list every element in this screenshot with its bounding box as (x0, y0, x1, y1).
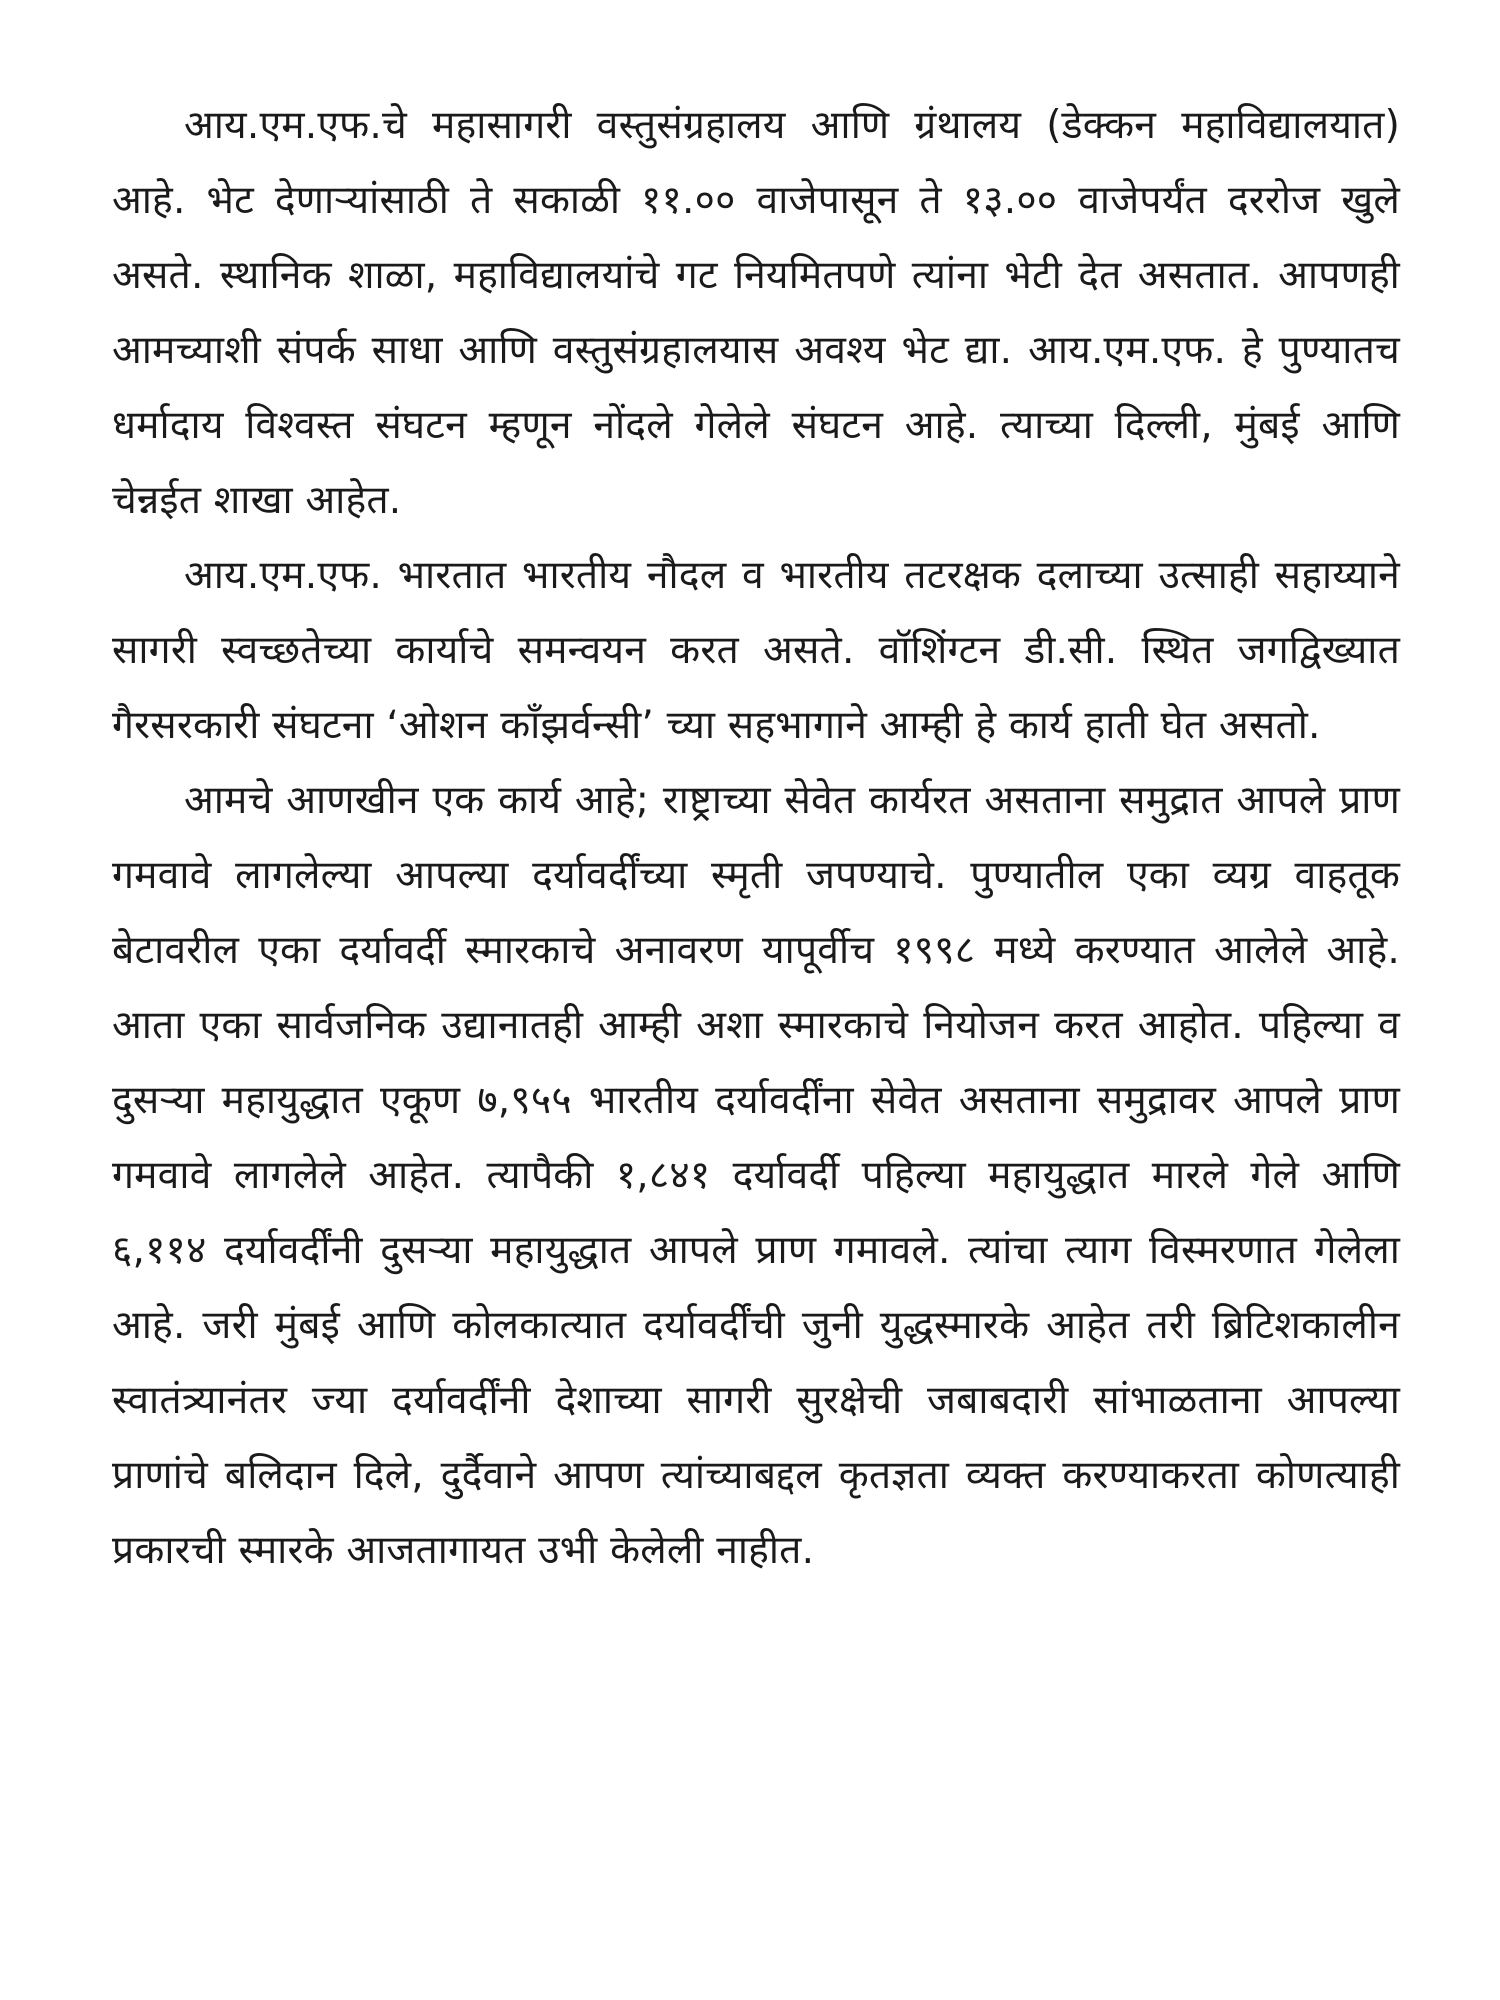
paragraph-mariners-memorial: आमचे आणखीन एक कार्य आहे; राष्ट्राच्या सेवेत कार्यरत असताना समुद्रात आपले प्राण गमवावे लागलेल्या आपल्या दर्यावर्दींच्या स्मृती जपण्याचे. पुण्यातील एका व्यग्र वाहतूक बेटावरील एका दर्यावर्दी स्मारकाचे अनावरण यापूर्वीच १९९८ मध्ये करण्यात आलेले आहे. आता एका सार्वजनिक उद्यानातही आम्ही अशा स्मारकाचे नियोजन करत आहोत. पहिल्या व दुसऱ्या महायुद्धात एकूण ७,९५५ भारतीय दर्यावर्दींना सेवेत असताना समुद्रावर आपले प्राण गमवावे लागलेले आहेत. त्यापैकी १,८४१ दर्यावर्दी पहिल्या महायुद्धात मारले गेले आणि ६,११४ दर्यावर्दींनी दुसऱ्या महायुद्धात आपले प्राण गमावले. त्यांचा त्याग विस्मरणात गेलेला आहे. जरी मुंबई आणि कोलकात्यात दर्यावर्दींची जुनी युद्धस्मारके आहेत तरी ब्रिटिशकालीन स्वातंत्र्यानंतर ज्या दर्यावर्दींनी देशाच्या सागरी सुरक्षेची जबाबदारी सांभाळताना आपल्या प्राणांचे बलिदान दिले, दुर्दैवाने आपण त्यांच्याबद्दल कृतज्ञता व्यक्त करण्याकरता कोणत्याही प्रकारची स्मारके आजतागायत उभी केलेली नाहीत. (112, 778, 1400, 1573)
paragraph-coastal-cleanup: आय.एम.एफ. भारतात भारतीय नौदल व भारतीय तटरक्षक दलाच्या उत्साही सहाय्याने सागरी स्वच्छतेच्या कार्याचे समन्वयन करत असते. वॉशिंग्टन डी.सी. स्थित जगद्विख्यात गैरसरकारी संघटना ‘ओशन कॉंझर्वन्सी’ च्या सहभागाने आम्ही हे कार्य हाती घेत असतो. (112, 553, 1400, 748)
paragraph-imf-museum: आय.एम.एफ.चे महासागरी वस्तुसंग्रहालय आणि ग्रंथालय (डेक्कन महाविद्यालयात) आहे. भेट देणाऱ्यांसाठी ते सकाळी ११.०० वाजेपासून ते १३.०० वाजेपर्यंत दररोज खुले असते. स्थानिक शाळा, महाविद्यालयांचे गट नियमितपणे त्यांना भेटी देत असतात. आपणही आमच्याशी संपर्क साधा आणि वस्तुसंग्रहालयास अवश्य भेट द्या. आय.एम.एफ. हे पुण्यातच धर्मादाय विश्वस्त संघटन म्हणून नोंदले गेलेले संघटन आहे. त्याच्या दिल्ली, मुंबई आणि चेन्नईत शाखा आहेत. (112, 103, 1400, 523)
